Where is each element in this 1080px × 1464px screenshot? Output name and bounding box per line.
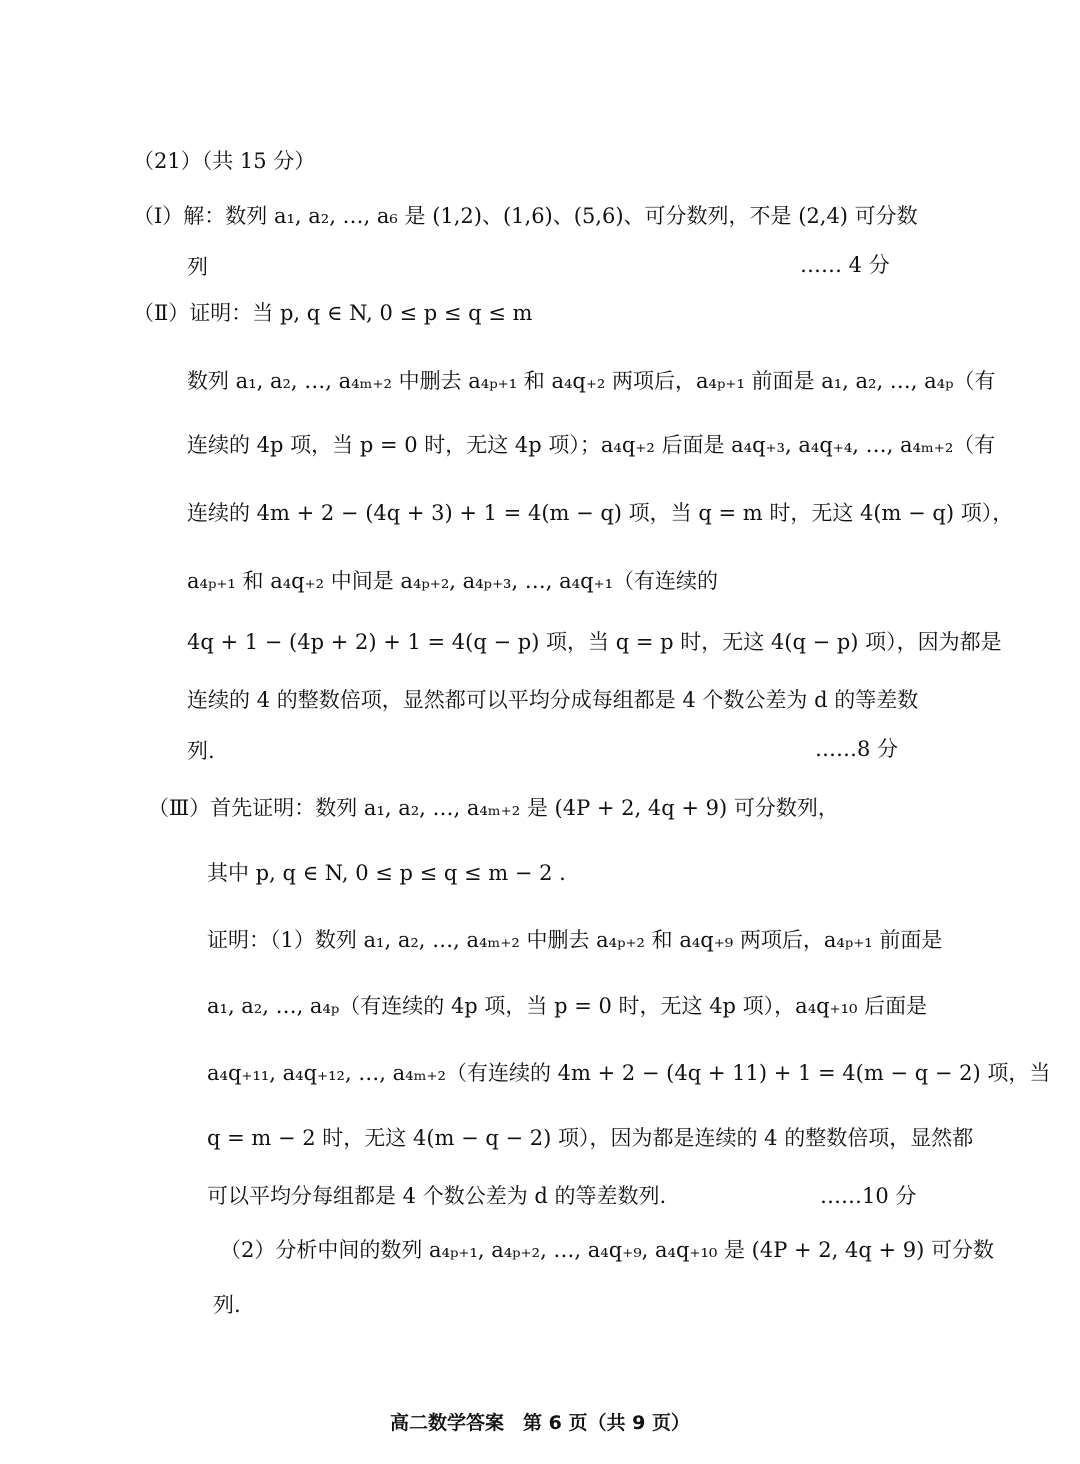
part-3-proof-line-3: a₄q₊₁₁, a₄q₊₁₂, …, a₄ₘ₊₂（有连续的 4m + 2 − (4q + 11) + 1 = 4(m − q − 2) 项，当 — [207, 1061, 1051, 1085]
part-3-proof-line-2: a₁, a₂, …, a₄ₚ（有连续的 4p 项，当 p = 0 时，无这 4p 项），a₄q₊₁₀ 后面是 — [207, 994, 928, 1018]
score-mark-4: …… 4 分 — [800, 253, 890, 277]
part-3-proof-line-5: 可以平均分每组都是 4 个数公差为 d 的等差数列. — [207, 1184, 667, 1208]
part-3-analysis-line-2: 列. — [213, 1293, 241, 1317]
score-mark-8: ……8 分 — [815, 737, 899, 761]
part-2-header: （Ⅱ）证明：当 p, q ∈ N, 0 ≤ p ≤ q ≤ m — [133, 301, 533, 325]
page-footer: 高二数学答案 第 6 页（共 9 页） — [390, 1412, 690, 1434]
part-3-proof-line-1: 证明：（1）数列 a₁, a₂, …, a₄ₘ₊₂ 中删去 a₄ₚ₊₂ 和 a₄q₊₉ 两项后，a₄ₚ₊₁ 前面是 — [207, 928, 943, 952]
part-3-analysis-line-1: （2）分析中间的数列 a₄ₚ₊₁, a₄ₚ₊₂, …, a₄q₊₉, a₄q₊₁₀ 是 (4P + 2, 4q + 9) 可分数 — [220, 1238, 994, 1262]
part-2-line-4: a₄ₚ₊₁ 和 a₄q₊₂ 中间是 a₄ₚ₊₂, a₄ₚ₊₃, …, a₄q₊₁（有连续的 — [187, 569, 719, 593]
part-3-condition: 其中 p, q ∈ N, 0 ≤ p ≤ q ≤ m − 2 . — [207, 861, 566, 885]
part-2-line-7: 列. — [187, 739, 215, 763]
part-2-line-3: 连续的 4m + 2 − (4q + 3) + 1 = 4(m − q) 项，当 q = m 时，无这 4(m − q) 项）， — [187, 501, 1014, 525]
part-2-line-5: 4q + 1 − (4p + 2) + 1 = 4(q − p) 项，当 q = p 时，无这 4(q − p) 项），因为都是 — [187, 630, 1002, 654]
part-2-line-1: 数列 a₁, a₂, …, a₄ₘ₊₂ 中删去 a₄ₚ₊₁ 和 a₄q₊₂ 两项后，a₄ₚ₊₁ 前面是 a₁, a₂, …, a₄ₚ（有 — [187, 369, 996, 393]
part-2-line-6: 连续的 4 的整数倍项，显然都可以平均分成每组都是 4 个数公差为 d 的等差数 — [187, 688, 919, 712]
part-3-proof-line-4: q = m − 2 时，无这 4(m − q − 2) 项），因为都是连续的 4 的整数倍项，显然都 — [207, 1126, 974, 1150]
question-header: （21）（共 15 分） — [133, 149, 316, 173]
score-mark-10: ……10 分 — [820, 1184, 917, 1208]
part-1-line-2: 列 — [187, 255, 208, 279]
part-2-line-2: 连续的 4p 项，当 p = 0 时，无这 4p 项）；a₄q₊₂ 后面是 a₄q₊₃, a₄q₊₄, …, a₄ₘ₊₂（有 — [187, 433, 996, 457]
part-1-line-1: （Ⅰ）解：数列 a₁, a₂, …, a₆ 是 (1,2)、(1,6)、(5,6)、可分数列，不是 (2,4) 可分数 — [133, 204, 918, 228]
part-3-header: （Ⅲ）首先证明：数列 a₁, a₂, …, a₄ₘ₊₂ 是 (4P + 2, 4q + 9) 可分数列， — [148, 796, 839, 820]
